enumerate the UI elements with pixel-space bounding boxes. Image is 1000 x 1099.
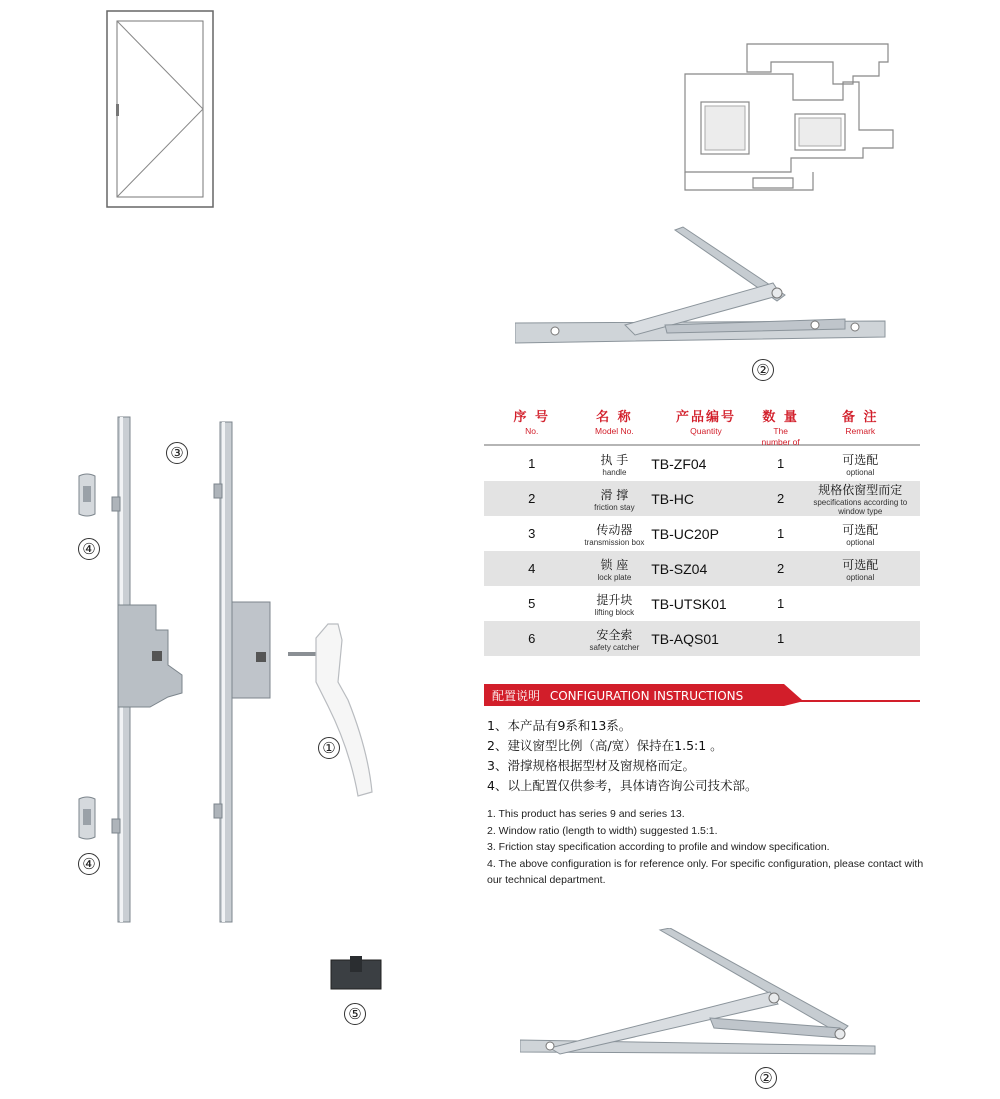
- cell-qty: 2: [777, 491, 785, 506]
- cell-qty: 2: [777, 561, 785, 576]
- config-list-cn: [487, 716, 757, 796]
- cell-qty: 1: [777, 631, 785, 646]
- callout-friction-stay: ②: [752, 359, 774, 381]
- cell-qty: 1: [777, 596, 785, 611]
- config-en-item: 2. Window ratio (length to width) suggested 1.5:1.: [487, 824, 718, 837]
- lock-plate-image-top: [77, 472, 97, 518]
- cell-qty: 1: [777, 456, 785, 471]
- cell-model: TB-AQS01: [651, 630, 719, 647]
- cell-name: [580, 556, 650, 582]
- table-row: [484, 621, 920, 656]
- cell-qty: 1: [777, 526, 785, 541]
- callout-transmission: ③: [166, 442, 188, 464]
- spec-table: [484, 410, 920, 656]
- config-en-item: 3. Friction stay specification according to profile and window specification.: [487, 841, 830, 853]
- table-row: [484, 481, 920, 516]
- cell-name-en: lifting block: [594, 607, 635, 617]
- cell-remark-en: optional: [846, 467, 875, 477]
- cell-model: TB-ZF04: [651, 455, 707, 472]
- cell-name-cn: 安全索: [596, 627, 633, 642]
- cell-name-en: safety catcher: [589, 642, 640, 652]
- callout-lock-plate-top: ④: [78, 538, 100, 560]
- cell-remark-en: specifications according to window type: [813, 498, 908, 516]
- config-cn-item: 2、建议窗型比例（高/宽）保持在1.5:1 。: [487, 738, 723, 753]
- lifting-block-image: [330, 956, 382, 990]
- table-row: [484, 446, 920, 481]
- header-model: 产品编号 Quantity: [675, 410, 736, 436]
- cell-name-cn: 提升块: [596, 592, 633, 607]
- cell-remark-cn: 规格依窗型而定: [818, 483, 903, 497]
- cell-model: TB-HC: [651, 490, 695, 507]
- cell-no: 4: [528, 561, 536, 576]
- config-title: [492, 687, 743, 704]
- friction-stay-image-top: [515, 225, 890, 355]
- cell-remark-cn: 可选配: [842, 452, 879, 467]
- table-row: [484, 551, 920, 586]
- table-row: [484, 586, 920, 621]
- transmission-bar-left: [110, 415, 190, 925]
- cell-name-en: transmission box: [584, 537, 645, 547]
- table-row: [484, 516, 920, 551]
- transmission-bar-right: [212, 420, 272, 925]
- cell-no: 5: [528, 596, 536, 611]
- callout-handle: ①: [318, 737, 340, 759]
- cell-no: 2: [528, 491, 536, 506]
- cell-remark: [801, 521, 920, 547]
- header-qty: 数 量 The number of: [761, 410, 800, 447]
- cell-no: 3: [528, 526, 536, 541]
- cell-name-en: handle: [602, 467, 627, 477]
- config-en-item: 4. The above configuration is for reference only. For specific configuration, please contact with our technical department.: [487, 857, 924, 886]
- config-title-cn: 配置说明: [492, 689, 541, 703]
- cell-model: TB-UC20P: [651, 525, 719, 542]
- callout-friction-stay-bottom: ②: [755, 1067, 777, 1089]
- cell-remark-en: optional: [846, 537, 875, 547]
- cell-remark-cn: 可选配: [842, 522, 879, 537]
- cell-no: 1: [528, 456, 536, 471]
- cell-model: TB-UTSK01: [651, 595, 727, 612]
- cell-remark: [801, 556, 920, 582]
- header-no: 序 号 No.: [513, 410, 551, 436]
- cell-name: [580, 591, 650, 617]
- config-list-en: [487, 806, 927, 889]
- cell-name: [580, 451, 650, 477]
- cell-remark-cn: 可选配: [842, 557, 879, 572]
- cell-name-en: lock plate: [597, 572, 632, 582]
- config-en-item: 1. This product has series 9 and series 13.: [487, 808, 685, 820]
- profile-cross-section: [683, 38, 898, 200]
- header-name: 名 称 Model No.: [595, 410, 634, 436]
- cell-no: 6: [528, 631, 536, 646]
- cell-name: [580, 626, 650, 652]
- table-header: [484, 410, 920, 446]
- cell-name: [580, 486, 650, 512]
- callout-lifting-block: ⑤: [344, 1003, 366, 1025]
- cell-name-cn: 滑 撑: [600, 487, 629, 502]
- callout-lock-plate-bottom: ④: [78, 853, 100, 875]
- table-body: [484, 446, 920, 656]
- config-cn-item: 1、本产品有9系和13系。: [487, 718, 632, 733]
- handle-image: [288, 620, 378, 800]
- cell-remark-en: optional: [846, 572, 875, 582]
- config-cn-item: 4、以上配置仅供参考，具体请咨询公司技术部。: [487, 778, 758, 793]
- config-cn-item: 3、滑撑规格根据型材及窗规格而定。: [487, 758, 695, 773]
- header-remark: 备 注 Remark: [842, 410, 879, 436]
- cell-remark: [801, 481, 920, 516]
- lock-plate-image-bottom: [77, 795, 97, 841]
- window-elevation-diagram: [106, 10, 214, 208]
- config-title-en: CONFIGURATION INSTRUCTIONS: [549, 689, 744, 703]
- cell-name: [580, 521, 650, 547]
- cell-name-cn: 传动器: [596, 522, 633, 537]
- cell-name-en: friction stay: [594, 502, 635, 512]
- cell-remark: [801, 451, 920, 477]
- cell-name-cn: 锁 座: [600, 557, 629, 572]
- cell-name-cn: 执 手: [600, 452, 629, 467]
- friction-stay-image-bottom: [520, 928, 885, 1060]
- cell-model: TB-SZ04: [651, 560, 708, 577]
